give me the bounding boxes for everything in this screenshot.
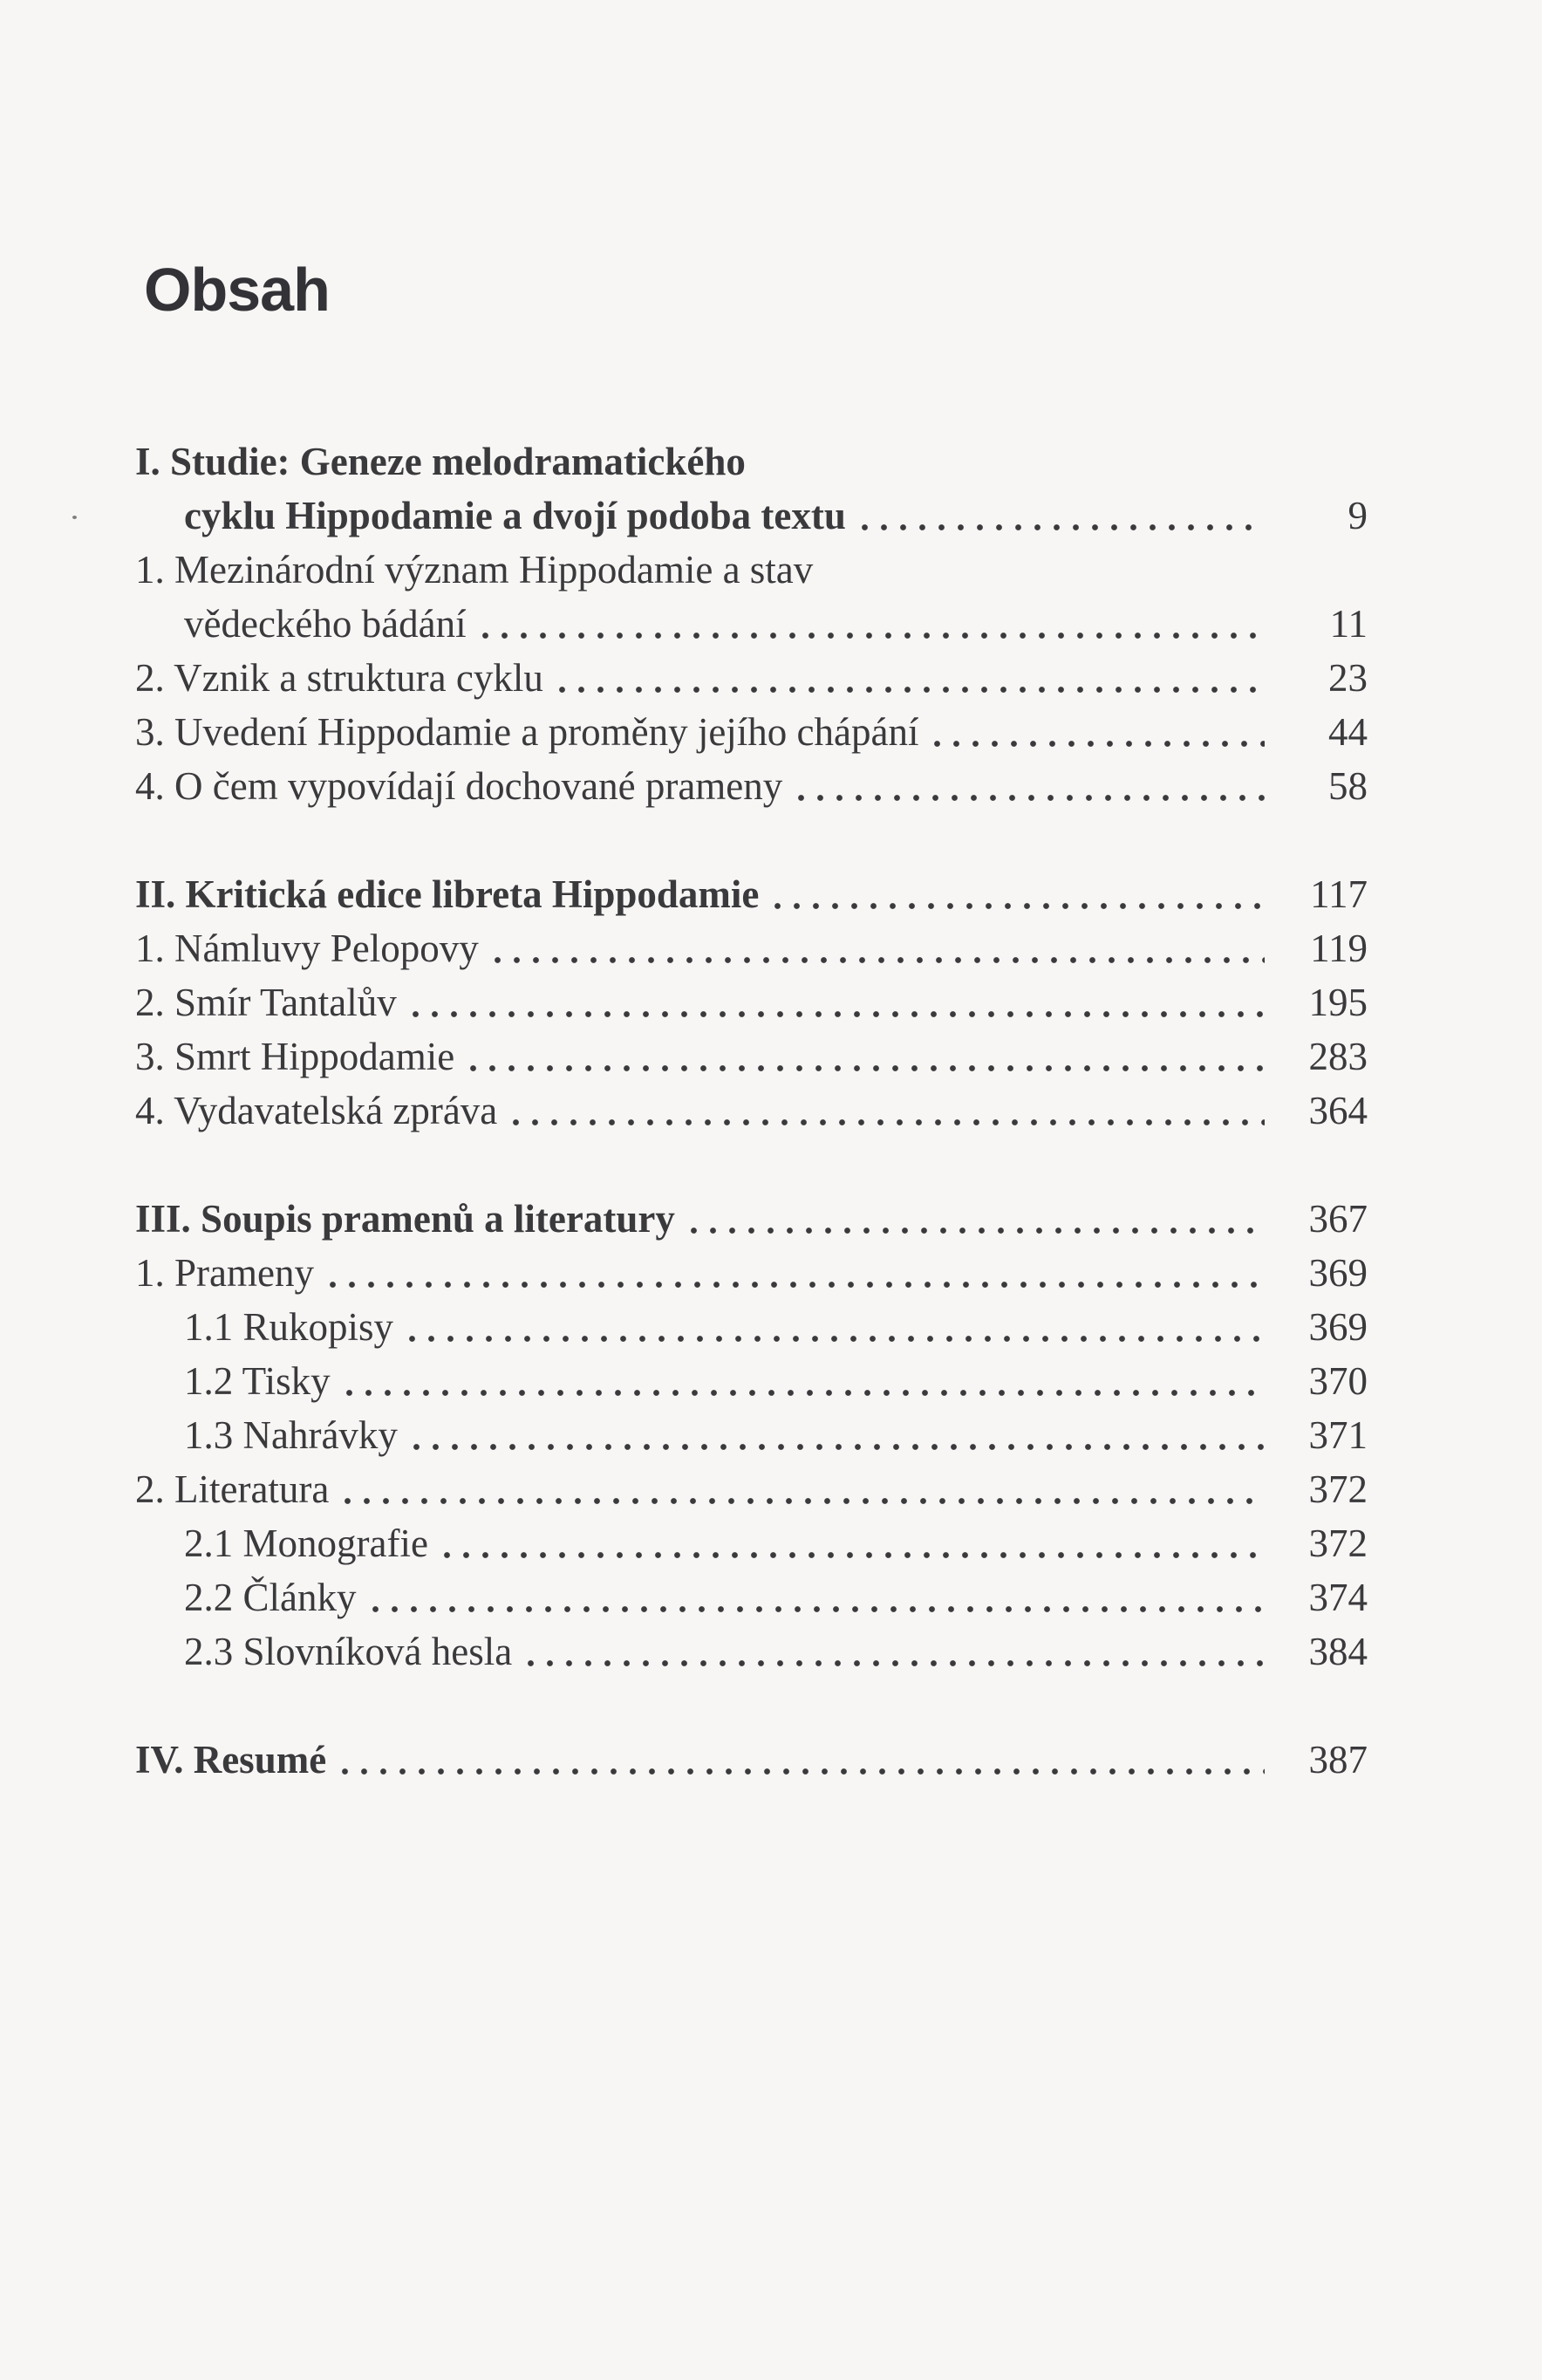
toc-entry-label: I. Studie: Geneze melodramatického [135, 440, 746, 483]
toc-entry-label: 2.1 Monografie [184, 1522, 428, 1565]
toc-section-IV [135, 1733, 1368, 1787]
toc-page-number: 364 [1308, 1089, 1368, 1132]
dot-leader [513, 1119, 1265, 1125]
toc-entry-label: 4. Vydavatelská zpráva [135, 1089, 498, 1132]
toc-entry-label: 1.1 Rukopisy [184, 1305, 394, 1349]
dot-leader [934, 741, 1265, 747]
dot-leader [413, 1444, 1265, 1450]
dot-leader [413, 1011, 1265, 1017]
toc-entry-label: 2.2 Články [184, 1576, 357, 1619]
toc-entry-label: 3. Smrt Hippodamie [135, 1035, 455, 1078]
toc-page-number: 117 [1310, 872, 1368, 916]
toc-row [135, 1570, 1368, 1624]
toc-page-number: 384 [1308, 1630, 1368, 1673]
dot-leader [345, 1498, 1265, 1504]
toc-page-number: 374 [1308, 1576, 1368, 1619]
toc-entry-label: 2. Smír Tantalův [135, 981, 397, 1024]
toc-row [135, 1029, 1368, 1084]
toc-page-number: 369 [1308, 1305, 1368, 1349]
toc-page-number: 369 [1308, 1251, 1368, 1295]
dot-leader [774, 903, 1265, 909]
toc-entry-label: 4. O čem vypovídají dochované prameny [135, 764, 783, 808]
toc-page-number: 387 [1308, 1738, 1368, 1782]
toc-row [135, 597, 1368, 651]
dot-leader [862, 524, 1265, 530]
toc-row [135, 489, 1368, 543]
toc-page-number: 367 [1308, 1197, 1368, 1241]
toc-page-number: 195 [1308, 981, 1368, 1024]
toc-row [135, 759, 1368, 813]
toc [135, 434, 1368, 1787]
toc-page-number: 11 [1329, 602, 1368, 646]
dot-leader [342, 1768, 1265, 1775]
toc-row [135, 1624, 1368, 1679]
toc-row [135, 1408, 1368, 1462]
dot-leader [346, 1390, 1265, 1396]
dot-leader [798, 795, 1265, 801]
toc-entry-label: cyklu Hippodamie a dvojí podoba textu [184, 494, 846, 537]
toc-page-number: 371 [1308, 1413, 1368, 1457]
dot-leader [528, 1660, 1265, 1666]
toc-row [135, 1300, 1368, 1354]
dot-leader [470, 1065, 1265, 1071]
toc-page-number: 119 [1310, 927, 1368, 970]
toc-entry-label: 2. Vznik a struktura cyklu [135, 656, 543, 700]
toc-entry-label: IV. Resumé [135, 1738, 327, 1782]
toc-page-number: 23 [1328, 656, 1368, 700]
toc-row [135, 1246, 1368, 1300]
toc-row [135, 1192, 1368, 1246]
toc-page-number: 58 [1328, 764, 1368, 808]
toc-entry-label: 1. Námluvy Pelopovy [135, 927, 479, 970]
toc-row [135, 921, 1368, 975]
toc-row [135, 434, 1368, 489]
toc-entry-label: II. Kritická edice libreta Hippodamie [135, 872, 760, 916]
toc-entry-label: 1. Mezinárodní význam Hippodamie a stav [135, 548, 814, 592]
toc-row [135, 1462, 1368, 1516]
dot-leader [409, 1336, 1265, 1342]
toc-page-number: 44 [1328, 710, 1368, 754]
toc-page-number: 372 [1308, 1522, 1368, 1565]
toc-page-number: 370 [1308, 1359, 1368, 1403]
toc-row [135, 1084, 1368, 1138]
toc-row [135, 1733, 1368, 1787]
toc-entry-label: 3. Uvedení Hippodamie a proměny jejího chápání [135, 710, 919, 754]
dot-leader [559, 687, 1265, 693]
toc-row [135, 705, 1368, 759]
toc-entry-label: vědeckého bádání [184, 602, 467, 646]
dot-leader [495, 957, 1265, 963]
toc-row [135, 543, 1368, 597]
dot-leader [482, 633, 1265, 639]
toc-page-number: 9 [1348, 494, 1368, 537]
dot-leader [444, 1552, 1265, 1558]
dot-leader [330, 1282, 1265, 1288]
toc-entry-label: 2. Literatura [135, 1467, 330, 1511]
toc-section-III [135, 1192, 1368, 1679]
toc-row [135, 651, 1368, 705]
toc-entry-label: III. Soupis pramenů a literatury [135, 1197, 675, 1241]
dot-leader [372, 1606, 1266, 1612]
dot-leader [691, 1228, 1265, 1234]
toc-row [135, 975, 1368, 1029]
toc-row [135, 1354, 1368, 1408]
toc-row [135, 1516, 1368, 1570]
toc-entry-label: 1.2 Tisky [184, 1359, 331, 1403]
toc-section-II [135, 867, 1368, 1138]
toc-row [135, 867, 1368, 921]
toc-page-number: 283 [1308, 1035, 1368, 1078]
toc-entry-label: 1.3 Nahrávky [184, 1413, 398, 1457]
toc-page-number: 372 [1308, 1467, 1368, 1511]
toc-entry-label: 2.3 Slovníková hesla [184, 1630, 513, 1673]
scan-speck-artifact [72, 516, 77, 519]
toc-section-I [135, 434, 1368, 813]
page-title: Obsah [144, 256, 330, 324]
toc-entry-label: 1. Prameny [135, 1251, 314, 1295]
